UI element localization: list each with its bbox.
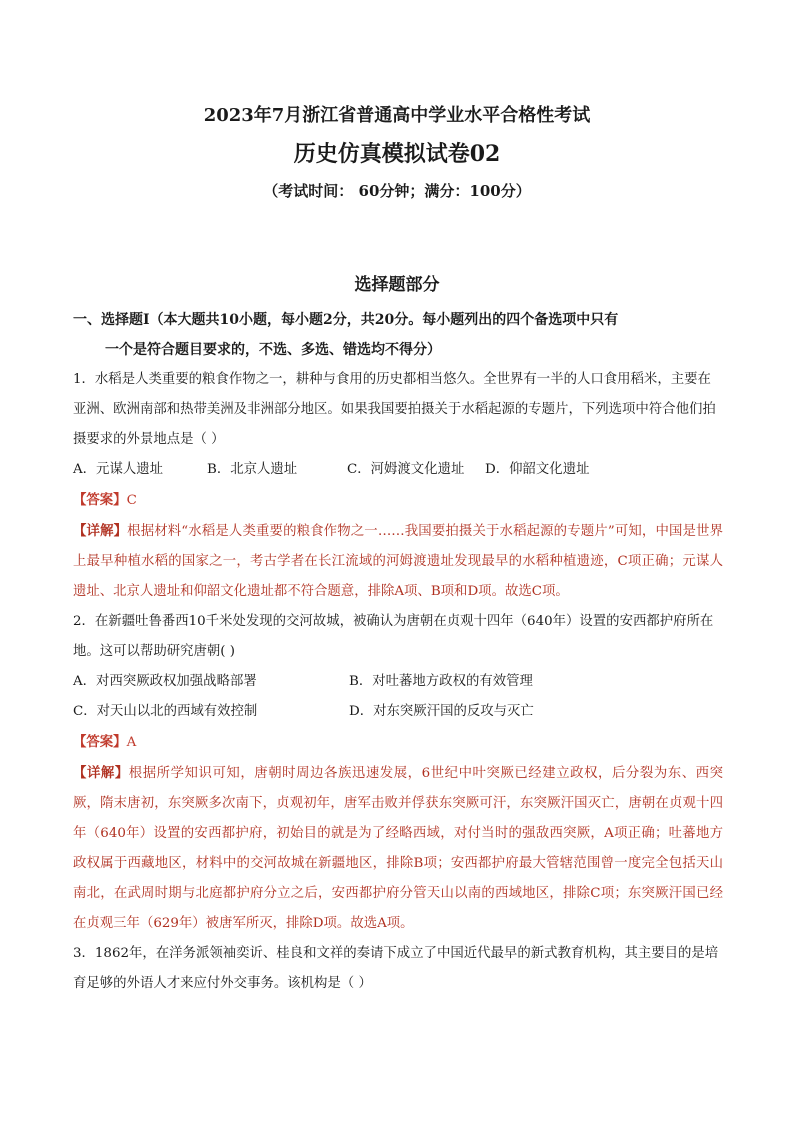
q1-option-b: B．北京人遗址 [207, 462, 298, 477]
detail-label: 【详解】 [73, 765, 129, 781]
answer-value: A [126, 735, 137, 750]
question-1-stem: 1．水稻是人类重要的粮食作物之一，耕种与食用的历史都相当悠久。全世界有一半的人口食用稻米，主要在亚洲、欧洲南部和热带美洲及非洲部分地区。如果我国要拍摄关于水稻起源的专题片，下列选项中符合他们拍摄要求的外景地点是（ ） [73, 372, 716, 447]
question-3-stem: 3．1862年，在洋务派领袖奕䜣、桂良和文祥的奏请下成立了中国近代最早的新式教育机构，其主要目的是培育足够的外语人才来应付外交事务。该机构是（ ） [73, 946, 719, 991]
q1-option-c: C．河姆渡文化遗址 [347, 462, 465, 477]
question-2-detail [73, 758, 723, 939]
question-1-answer [73, 485, 723, 516]
section-title: 选择题部分 [354, 275, 440, 295]
question-2-options-row2 [73, 697, 723, 727]
q1-option-a: A．元谋人遗址 [73, 462, 164, 477]
q2-option-c: C．对天山以北的西域有效控制 [73, 704, 258, 719]
question-1-detail [73, 516, 723, 607]
exam-title: 2023年7月浙江省普通高中学业水平合格性考试 [203, 105, 591, 126]
detail-text: 根据材料“水稻是人类重要的粮食作物之一……我国要拍摄关于水稻起源的专题片”可知，中国是世界上最早种植水稻的国家之一，考古学者在长江流域的河姆渡遗址发现最早的水稻种植遗迹，C项正确；元谋人遗址、北京人遗址和仰韶文化遗址都不符合题意，排除A项、B项和D项。故选C项。 [73, 524, 723, 599]
q2-option-a: A．对西突厥政权加强战略部署 [73, 674, 257, 689]
q2-option-d: D．对东突厥汗国的反攻与灭亡 [349, 704, 534, 719]
answer-value: C [126, 493, 137, 508]
answer-label: 【答案】 [73, 492, 127, 508]
exam-time-score: （考试时间： 60分钟；满分：100分） [263, 182, 531, 200]
section-heading-line2: 一个是符合题目要求的，不选、多选、错选均不得分） [105, 342, 441, 358]
exam-subtitle: 历史仿真模拟试卷02 [293, 141, 501, 167]
exam-header [0, 100, 794, 206]
section-heading-line1: 一、选择题Ⅰ（本大题共10小题，每小题2分，共20分。每小题列出的四个备选项中只有 [73, 312, 619, 328]
question-2-stem: 2．在新疆吐鲁番西10千米处发现的交河故城，被确认为唐朝在贞观十四年（640年）设置的安西都护府所在地。这可以帮助研究唐朝( ) [73, 614, 714, 659]
question-2-answer [73, 727, 723, 758]
question-2-options-row1 [73, 667, 723, 697]
answer-label: 【答案】 [73, 734, 127, 750]
section-heading [73, 305, 723, 365]
q2-option-b: B．对吐蕃地方政权的有效管理 [349, 674, 533, 689]
q1-option-d: D．仰韶文化遗址 [485, 462, 590, 477]
detail-label: 【详解】 [73, 523, 128, 539]
question-content [73, 305, 723, 999]
detail-text: 根据所学知识可知，唐朝时周边各族迅速发展，6世纪中叶突厥已经建立政权，后分裂为东、西突厥，隋末唐初，东突厥多次南下，贞观初年，唐军击败并俘获东突厥可汗，东突厥汗国灭亡，唐朝在贞观十四年（640年）设置的安西都护府，初始目的就是为了经略西域，对付当时的强敌西突厥，A项正确；吐蕃地方政权属于西藏地区，材料中的交河故城在新疆地区，排除B项；安西都护府最大管辖范围曾一度完全包括天山南北，在武周时期与北庭都护府分立之后，安西都护府分管天山以南的西域地区，排除C项；东突厥汗国已经在贞观三年（629年）被唐军所灭，排除D项。故选A项。 [73, 766, 723, 931]
question-1-options [73, 455, 723, 485]
